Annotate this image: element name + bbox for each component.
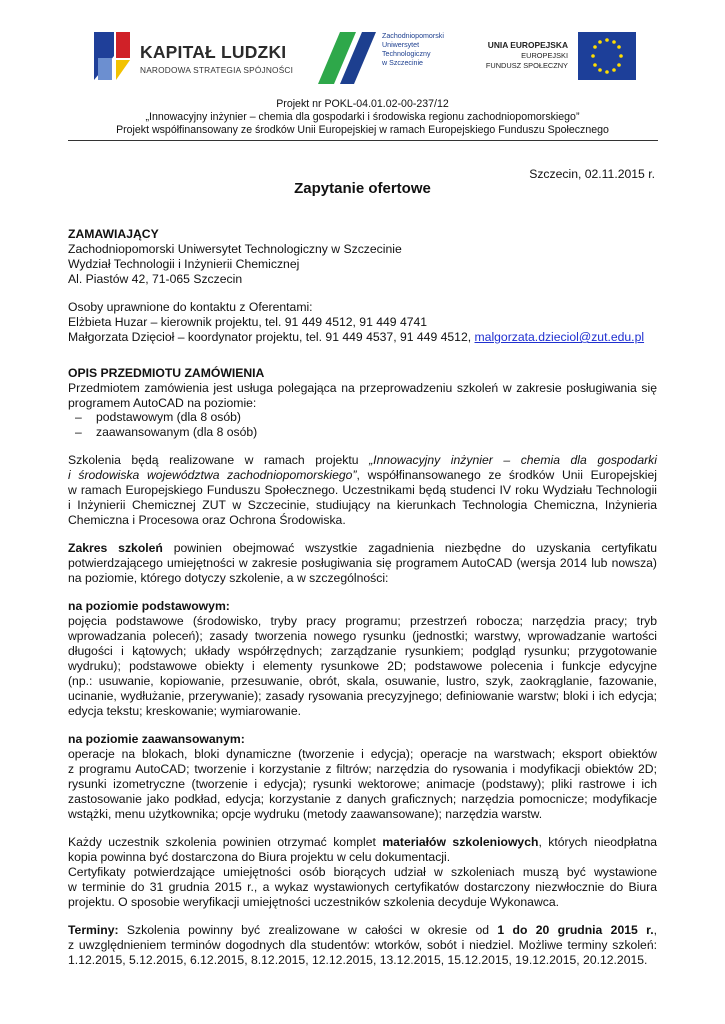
zut-name-line: Zachodniopomorski	[382, 32, 444, 40]
paragraph-line	[68, 541, 657, 555]
advanced-topic-line: rysunki izometryczne (tworzenie i edycja); rysunki wektorowe; animacje (podstawy); pliki rastrowe i ich	[68, 777, 657, 791]
paragraph-line	[68, 453, 657, 467]
zut-name	[382, 32, 444, 68]
project-name: „Innowacyjny inżynier – chemia dla gospodarki i środowiska regionu zachodniopomorskiego”	[145, 111, 580, 123]
paragraph-line	[68, 835, 657, 849]
paragraph-line: w terminie do 31 grudnia 2015 r., a wykaz wystawionych certyfikatów dostarczony niezwłocznie do Biura	[68, 880, 657, 894]
zamawiajacy-line: Wydział Technologii i Inżynierii Chemicznej	[68, 257, 300, 271]
opis-heading: OPIS PRZEDMIOTU ZAMÓWIENIA	[68, 366, 265, 380]
basic-topic-line: edycja tekstu; kreskowanie; wymiarowanie.	[68, 704, 302, 718]
kapital-ludzki-emblem-icon	[90, 28, 132, 84]
basic-topic-line: długości i kątowych; układy współrzędnych; zarządzanie rysunkiem; podgląd rysunku; przygotowanie	[68, 644, 657, 658]
contact-dzieciol-text: Małgorzata Dzięcioł – koordynator projektu, tel. 91 449 4537, 91 449 4512,	[68, 330, 475, 344]
zamawiajacy-line: Al. Piastów 42, 71-065 Szczecin	[68, 272, 243, 286]
zut-logo	[316, 26, 461, 86]
paragraph-line: potwierdzającego umiejętności w zakresie posługiwania się programem AutoCAD (wersja 2014 lub nowsza)	[68, 556, 657, 570]
zakres-label: Zakres szkoleń	[68, 541, 163, 555]
contact-dzieciol	[68, 330, 644, 344]
basic-topic-line: (np.: usuwanie, kopiowanie, przesuwanie, obrót, skala, osuwanie, lustro, szyk, zaokrąglanie, fazowanie,	[68, 674, 657, 688]
zut-emblem-icon	[316, 30, 378, 86]
text-run: Szkolenia będą realizowane w ramach projektu	[68, 453, 370, 467]
document-date: Szczecin, 02.11.2015 r.	[529, 167, 655, 181]
advanced-topic-line: z programu AutoCAD; tworzenie i korzystanie z filtrów; narzędzia do rysowania i modyfikacji obiektów 2D;	[68, 762, 657, 776]
kapital-ludzki-logo	[90, 28, 300, 84]
paragraph-line: na poziomie, którego dotyczy szkolenie, a w szczególności:	[68, 571, 389, 585]
header-divider	[68, 140, 658, 141]
terms-date-range: 1 do 20 grudnia 2015 r.	[497, 923, 654, 937]
terms-line	[68, 923, 657, 937]
eu-fund-line: FUNDUSZ SPOŁECZNY	[485, 61, 568, 70]
eu-name: UNIA EUROPEJSKA	[487, 40, 568, 50]
eu-logo-text	[482, 40, 568, 72]
kapital-ludzki-subtitle: NARODOWA STRATEGIA SPÓJNOŚCI	[140, 65, 294, 75]
text-run: ,	[653, 923, 657, 937]
level-item-basic: podstawowym (dla 8 osób)	[96, 410, 241, 424]
terms-line: z uwzględnieniem terminów dogodnych dla studentów: wtorków, sobót i niedziel. Możliwe terminy szkoleń:	[68, 938, 657, 952]
text-run: , współfinansowanego ze środków Unii Europejskiej	[356, 468, 657, 482]
basic-topic-line: ucinanie, wydłużanie, przerywanie); zasady rysowania precyzyjnego; definiowanie warstw; bloki i ich edycja;	[68, 689, 657, 703]
page-title: Zapytanie ofertowe	[294, 180, 431, 197]
paragraph-line: projektu. O sposobie weryfikacji umiejętności uczestników szkolenia decyduje Wykonawca.	[68, 895, 559, 909]
text-run: , których nieodpłatna	[538, 835, 657, 849]
contact-huzar: Elżbieta Huzar – kierownik projektu, tel. 91 449 4512, 91 449 4741	[68, 315, 428, 329]
advanced-topic-line: operacje na blokach, bloki dynamiczne (tworzenie i edycja); operacje na warstwach; eksport obiektów	[68, 747, 657, 761]
contact-email-link[interactable]: malgorzata.dzieciol@zut.edu.pl	[474, 330, 645, 344]
advanced-topic-line: wstążki, menu użytkownika; opcje wydruku (metody zaawansowane); narzędzia warstw.	[68, 807, 543, 821]
cofinance-note: Projekt współfinansowany ze środków Unii Europejskiej w ramach Europejskiego Funduszu Społecznego	[116, 124, 609, 136]
advanced-topic-line: zastosowanie jako podkład, edycja; korzystanie z danych graficznych; narzędzia pomocnicze; modyfikacje	[68, 792, 657, 806]
basic-level-heading: na poziomie podstawowym:	[68, 599, 230, 613]
list-dash: –	[75, 425, 82, 439]
zamawiajacy-line: Zachodniopomorski Uniwersytet Technologiczny w Szczecinie	[68, 242, 402, 256]
text-run: powinien obejmować wszystkie zagadnienia niezbędne do uzyskania certyfikatu	[162, 541, 657, 555]
paragraph-line: Chemiczna i Procesowa oraz Ochrona Środowiska.	[68, 513, 346, 527]
zut-name-line: Uniwersytet	[382, 41, 420, 49]
logo-strip	[90, 22, 645, 90]
zut-name-line: Technologiczny	[382, 50, 431, 58]
text-run: Każdy uczestnik szkolenia powinien otrzymać komplet	[68, 835, 383, 849]
eu-flag-icon	[578, 32, 636, 80]
terms-dates-line: 1.12.2015, 5.12.2015, 6.12.2015, 8.12.2015, 12.12.2015, 13.12.2015, 15.12.2015, 19.12.2015, 20.12.2015.	[68, 953, 648, 967]
eu-logo	[482, 30, 642, 84]
zut-name-line: w Szczecinie	[382, 59, 424, 67]
project-number: Projekt nr POKL-04.01.02-00-237/12	[276, 98, 449, 110]
text-run: Szkolenia powinny być zrealizowane w całości w okresie od	[118, 923, 498, 937]
basic-topic-line: wydruku); podstawowe obiekty i elementy rysunkowe 2D; podstawowe polecenia i funkcje edycyjne	[68, 659, 657, 673]
level-item-advanced: zaawansowanym (dla 8 osób)	[96, 425, 258, 439]
basic-topic-line: pojęcia podstawowe (środowisko, tryby pracy programu; przestrzeń robocza; narzędzia pracy; tryb	[68, 614, 657, 628]
paragraph-line: kopia powinna być dostarczona do Biura projektu w celu dokumentacji.	[68, 850, 451, 864]
paragraph-line	[68, 468, 657, 482]
eu-fund-line: EUROPEJSKI	[521, 50, 568, 60]
opis-intro-line: programem AutoCAD na poziomie:	[68, 396, 257, 410]
paragraph-line: w ramach Europejskiego Funduszu Społecznego. Uczestnikami będą studenci IV roku Wydziału Technologii	[68, 483, 657, 497]
terms-label: Terminy:	[68, 923, 119, 937]
paragraph-line: i Inżynierii Chemicznej ZUT w Szczecinie, studiujący na kierunkach Technologia Chemiczna, Inżynieria	[68, 498, 657, 512]
project-name-italic: i środowiska województwa zachodniopomorskiego”	[68, 468, 357, 482]
materials-label: materiałów szkoleniowych	[382, 835, 539, 849]
contacts-intro: Osoby uprawnione do kontaktu z Oferentami:	[68, 300, 313, 314]
basic-topic-line: wprowadzania poleceń); zasady tworzenia nowego rysunku (jednostki; warstwy, wprowadzanie wartości	[68, 629, 657, 643]
advanced-level-heading: na poziomie zaawansowanym:	[68, 732, 245, 746]
zamawiajacy-heading: ZAMAWIAJĄCY	[68, 227, 159, 241]
paragraph-line: Certyfikaty potwierdzające umiejętności osób biorących udział w szkoleniach muszą być wystawione	[68, 865, 657, 879]
kapital-ludzki-title: KAPITAŁ LUDZKI	[140, 42, 287, 62]
list-dash: –	[75, 410, 82, 424]
project-name-italic: „Innowacyjny inżynier – chemia dla gospodarki	[369, 453, 657, 467]
opis-intro-line: Przedmiotem zamówienia jest usługa polegająca na przeprowadzeniu szkoleń w zakresie posługiwania się	[68, 381, 657, 395]
